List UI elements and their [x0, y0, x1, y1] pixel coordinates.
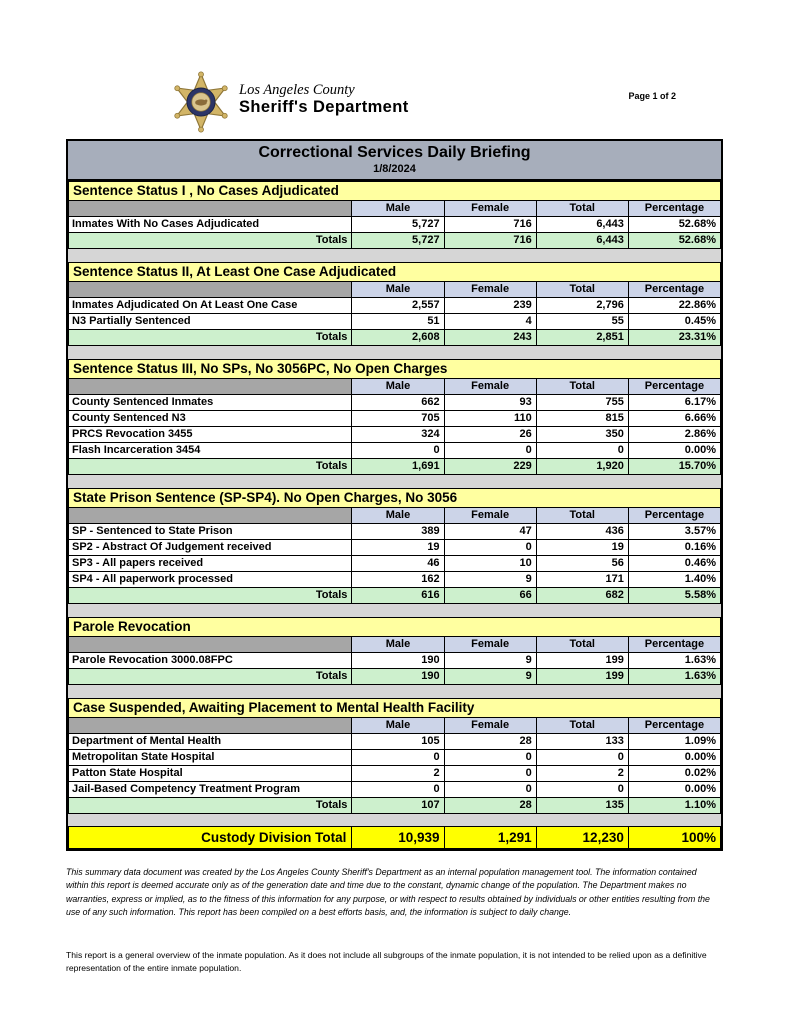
report-section — [68, 359, 721, 475]
percentage-value: 6.66% — [628, 411, 720, 427]
female-value: 26 — [444, 427, 536, 443]
title-bar — [68, 141, 721, 181]
percentage-value: 1.63% — [628, 653, 720, 669]
table-row — [69, 314, 721, 330]
totals-total-value: 199 — [536, 669, 628, 685]
female-value: 239 — [444, 298, 536, 314]
table-row — [69, 298, 721, 314]
female-value: 110 — [444, 411, 536, 427]
percentage-value: 52.68% — [628, 217, 720, 233]
totals-male-value: 5,727 — [352, 233, 444, 249]
totals-female-value: 716 — [444, 233, 536, 249]
table-row — [69, 782, 721, 798]
column-header-female: Female — [444, 201, 536, 217]
row-label: Jail-Based Competency Treatment Program — [69, 782, 352, 798]
column-header-total: Total — [536, 282, 628, 298]
female-value: 4 — [444, 314, 536, 330]
percentage-value: 2.86% — [628, 427, 720, 443]
totals-row — [69, 233, 721, 249]
row-label: Parole Revocation 3000.08FPC — [69, 653, 352, 669]
section-title: Case Suspended, Awaiting Placement to Mental Health Facility — [68, 698, 721, 718]
row-label: SP3 - All papers received — [69, 556, 352, 572]
table-row — [69, 734, 721, 750]
totals-male-value: 190 — [352, 669, 444, 685]
section-title: Sentence Status II, At Least One Case Adjudicated — [68, 262, 721, 282]
table-row — [69, 540, 721, 556]
totals-label: Totals — [69, 798, 352, 814]
column-header-spacer — [69, 379, 352, 395]
column-header-male: Male — [352, 282, 444, 298]
male-value: 324 — [352, 427, 444, 443]
grand-total-row — [68, 826, 721, 849]
logo-county-text: Los Angeles County — [239, 82, 355, 98]
row-label: Inmates Adjudicated On At Least One Case — [69, 298, 352, 314]
male-value: 662 — [352, 395, 444, 411]
column-header-row — [69, 508, 721, 524]
report-title: Correctional Services Daily Briefing — [258, 144, 531, 161]
row-label: Flash Incarceration 3454 — [69, 443, 352, 459]
totals-label: Totals — [69, 588, 352, 604]
column-header-female: Female — [444, 379, 536, 395]
male-value: 0 — [352, 750, 444, 766]
totals-percentage-value: 1.10% — [628, 798, 720, 814]
total-value: 6,443 — [536, 217, 628, 233]
table-row — [69, 750, 721, 766]
total-value: 133 — [536, 734, 628, 750]
column-header-row — [69, 201, 721, 217]
column-header-row — [69, 282, 721, 298]
table-row — [69, 653, 721, 669]
male-value: 0 — [352, 782, 444, 798]
table-row — [69, 443, 721, 459]
total-value: 199 — [536, 653, 628, 669]
total-value: 2 — [536, 766, 628, 782]
total-value: 171 — [536, 572, 628, 588]
column-header-percentage: Percentage — [628, 201, 720, 217]
column-header-female: Female — [444, 637, 536, 653]
male-value: 51 — [352, 314, 444, 330]
row-label: N3 Partially Sentenced — [69, 314, 352, 330]
male-value: 5,727 — [352, 217, 444, 233]
row-label: SP4 - All paperwork processed — [69, 572, 352, 588]
table-row — [69, 427, 721, 443]
total-value: 56 — [536, 556, 628, 572]
section-table — [68, 507, 721, 604]
column-header-total: Total — [536, 379, 628, 395]
total-value: 55 — [536, 314, 628, 330]
totals-label: Totals — [69, 233, 352, 249]
total-value: 19 — [536, 540, 628, 556]
grand-total-female: 1,291 — [444, 827, 536, 849]
totals-percentage-value: 23.31% — [628, 330, 720, 346]
totals-total-value: 682 — [536, 588, 628, 604]
column-header-total: Total — [536, 201, 628, 217]
table-row — [69, 524, 721, 540]
page-indicator: Page 1 of 2 — [628, 91, 676, 101]
totals-percentage-value: 52.68% — [628, 233, 720, 249]
row-label: Metropolitan State Hospital — [69, 750, 352, 766]
row-label: PRCS Revocation 3455 — [69, 427, 352, 443]
section-title: Parole Revocation — [68, 617, 721, 637]
totals-female-value: 229 — [444, 459, 536, 475]
female-value: 28 — [444, 734, 536, 750]
percentage-value: 0.02% — [628, 766, 720, 782]
column-header-percentage: Percentage — [628, 508, 720, 524]
row-label: Department of Mental Health — [69, 734, 352, 750]
total-value: 2,796 — [536, 298, 628, 314]
female-value: 10 — [444, 556, 536, 572]
report-date: 1/8/2024 — [373, 163, 416, 175]
column-header-female: Female — [444, 718, 536, 734]
column-header-total: Total — [536, 637, 628, 653]
logo-department-text: Sheriff's Department — [239, 98, 409, 117]
section-table — [68, 281, 721, 346]
column-header-row — [69, 718, 721, 734]
table-row — [69, 556, 721, 572]
section-table — [68, 200, 721, 249]
totals-row — [69, 669, 721, 685]
table-row — [69, 395, 721, 411]
female-value: 0 — [444, 766, 536, 782]
totals-female-value: 9 — [444, 669, 536, 685]
logo-text — [239, 70, 409, 117]
male-value: 105 — [352, 734, 444, 750]
table-row — [69, 572, 721, 588]
male-value: 19 — [352, 540, 444, 556]
totals-total-value: 2,851 — [536, 330, 628, 346]
percentage-value: 0.16% — [628, 540, 720, 556]
female-value: 0 — [444, 750, 536, 766]
percentage-value: 0.00% — [628, 750, 720, 766]
male-value: 162 — [352, 572, 444, 588]
daily-briefing-report — [66, 139, 723, 851]
grand-total-total: 12,230 — [536, 827, 628, 849]
totals-label: Totals — [69, 330, 352, 346]
grand-total-male: 10,939 — [352, 827, 444, 849]
report-section — [68, 488, 721, 604]
male-value: 2 — [352, 766, 444, 782]
totals-row — [69, 588, 721, 604]
report-section — [68, 262, 721, 346]
female-value: 0 — [444, 782, 536, 798]
section-title: Sentence Status III, No SPs, No 3056PC, No Open Charges — [68, 359, 721, 379]
column-header-female: Female — [444, 282, 536, 298]
male-value: 2,557 — [352, 298, 444, 314]
report-section — [68, 181, 721, 249]
grand-total-table — [68, 826, 721, 849]
male-value: 389 — [352, 524, 444, 540]
sheriff-star-badge-icon — [170, 70, 232, 134]
column-header-percentage: Percentage — [628, 282, 720, 298]
totals-row — [69, 330, 721, 346]
female-value: 0 — [444, 443, 536, 459]
row-label: County Sentenced Inmates — [69, 395, 352, 411]
totals-female-value: 28 — [444, 798, 536, 814]
totals-total-value: 1,920 — [536, 459, 628, 475]
report-section — [68, 617, 721, 685]
column-header-male: Male — [352, 379, 444, 395]
totals-male-value: 2,608 — [352, 330, 444, 346]
column-header-female: Female — [444, 508, 536, 524]
section-title: Sentence Status I , No Cases Adjudicated — [68, 181, 721, 201]
row-label: SP2 - Abstract Of Judgement received — [69, 540, 352, 556]
total-value: 815 — [536, 411, 628, 427]
male-value: 46 — [352, 556, 444, 572]
column-header-row — [69, 637, 721, 653]
section-table — [68, 636, 721, 685]
percentage-value: 0.00% — [628, 782, 720, 798]
section-table — [68, 717, 721, 814]
total-value: 436 — [536, 524, 628, 540]
row-label: SP - Sentenced to State Prison — [69, 524, 352, 540]
total-value: 0 — [536, 782, 628, 798]
column-header-spacer — [69, 282, 352, 298]
table-row — [69, 217, 721, 233]
totals-label: Totals — [69, 459, 352, 475]
column-header-male: Male — [352, 508, 444, 524]
totals-female-value: 66 — [444, 588, 536, 604]
female-value: 47 — [444, 524, 536, 540]
section-title: State Prison Sentence (SP-SP4). No Open Charges, No 3056 — [68, 488, 721, 508]
percentage-value: 6.17% — [628, 395, 720, 411]
percentage-value: 22.86% — [628, 298, 720, 314]
column-header-spacer — [69, 718, 352, 734]
overview-note-text: This report is a general overview of the inmate population. As it does not include all subgroups of the inmate population, it is not intended to be relied upon as a definitive representation of the entire inmate population. — [66, 950, 707, 973]
totals-male-value: 107 — [352, 798, 444, 814]
totals-percentage-value: 5.58% — [628, 588, 720, 604]
column-header-percentage: Percentage — [628, 379, 720, 395]
total-value: 0 — [536, 443, 628, 459]
total-value: 350 — [536, 427, 628, 443]
page-header — [66, 70, 723, 136]
section-table — [68, 378, 721, 475]
table-row — [69, 411, 721, 427]
percentage-value: 1.09% — [628, 734, 720, 750]
female-value: 9 — [444, 653, 536, 669]
column-header-percentage: Percentage — [628, 637, 720, 653]
column-header-percentage: Percentage — [628, 718, 720, 734]
column-header-male: Male — [352, 637, 444, 653]
female-value: 9 — [444, 572, 536, 588]
totals-male-value: 1,691 — [352, 459, 444, 475]
column-header-spacer — [69, 508, 352, 524]
column-header-row — [69, 379, 721, 395]
report-section — [68, 698, 721, 814]
column-header-male: Male — [352, 201, 444, 217]
totals-percentage-value: 1.63% — [628, 669, 720, 685]
total-value: 755 — [536, 395, 628, 411]
sections-container — [68, 181, 721, 814]
percentage-value: 3.57% — [628, 524, 720, 540]
row-label: County Sentenced N3 — [69, 411, 352, 427]
male-value: 0 — [352, 443, 444, 459]
grand-total-label: Custody Division Total — [69, 827, 352, 849]
female-value: 93 — [444, 395, 536, 411]
totals-female-value: 243 — [444, 330, 536, 346]
totals-row — [69, 459, 721, 475]
percentage-value: 0.46% — [628, 556, 720, 572]
percentage-value: 1.40% — [628, 572, 720, 588]
female-value: 0 — [444, 540, 536, 556]
table-row — [69, 766, 721, 782]
column-header-spacer — [69, 201, 352, 217]
totals-total-value: 6,443 — [536, 233, 628, 249]
totals-label: Totals — [69, 669, 352, 685]
column-header-total: Total — [536, 508, 628, 524]
totals-percentage-value: 15.70% — [628, 459, 720, 475]
column-header-spacer — [69, 637, 352, 653]
female-value: 716 — [444, 217, 536, 233]
row-label: Patton State Hospital — [69, 766, 352, 782]
column-header-male: Male — [352, 718, 444, 734]
percentage-value: 0.45% — [628, 314, 720, 330]
totals-male-value: 616 — [352, 588, 444, 604]
disclaimer-text: This summary data document was created by the Los Angeles County Sheriff's Department as an internal population management tool. The information contained within this report is deemed accurate only as of the generation date and time due to the constant, dynamic change of the population. The Department makes no warranties, express or implied, as to the fitness of this information for any purpose, or with respect to results obtained by individuals or other entities resulting from the use of any such information. This report has been compiled on a best efforts basis, and, the information is subject to daily change. — [66, 867, 710, 918]
totals-row — [69, 798, 721, 814]
lasd-logo — [170, 70, 409, 134]
grand-total-percentage: 100% — [628, 827, 720, 849]
total-value: 0 — [536, 750, 628, 766]
percentage-value: 0.00% — [628, 443, 720, 459]
male-value: 705 — [352, 411, 444, 427]
row-label: Inmates With No Cases Adjudicated — [69, 217, 352, 233]
column-header-total: Total — [536, 718, 628, 734]
male-value: 190 — [352, 653, 444, 669]
totals-total-value: 135 — [536, 798, 628, 814]
